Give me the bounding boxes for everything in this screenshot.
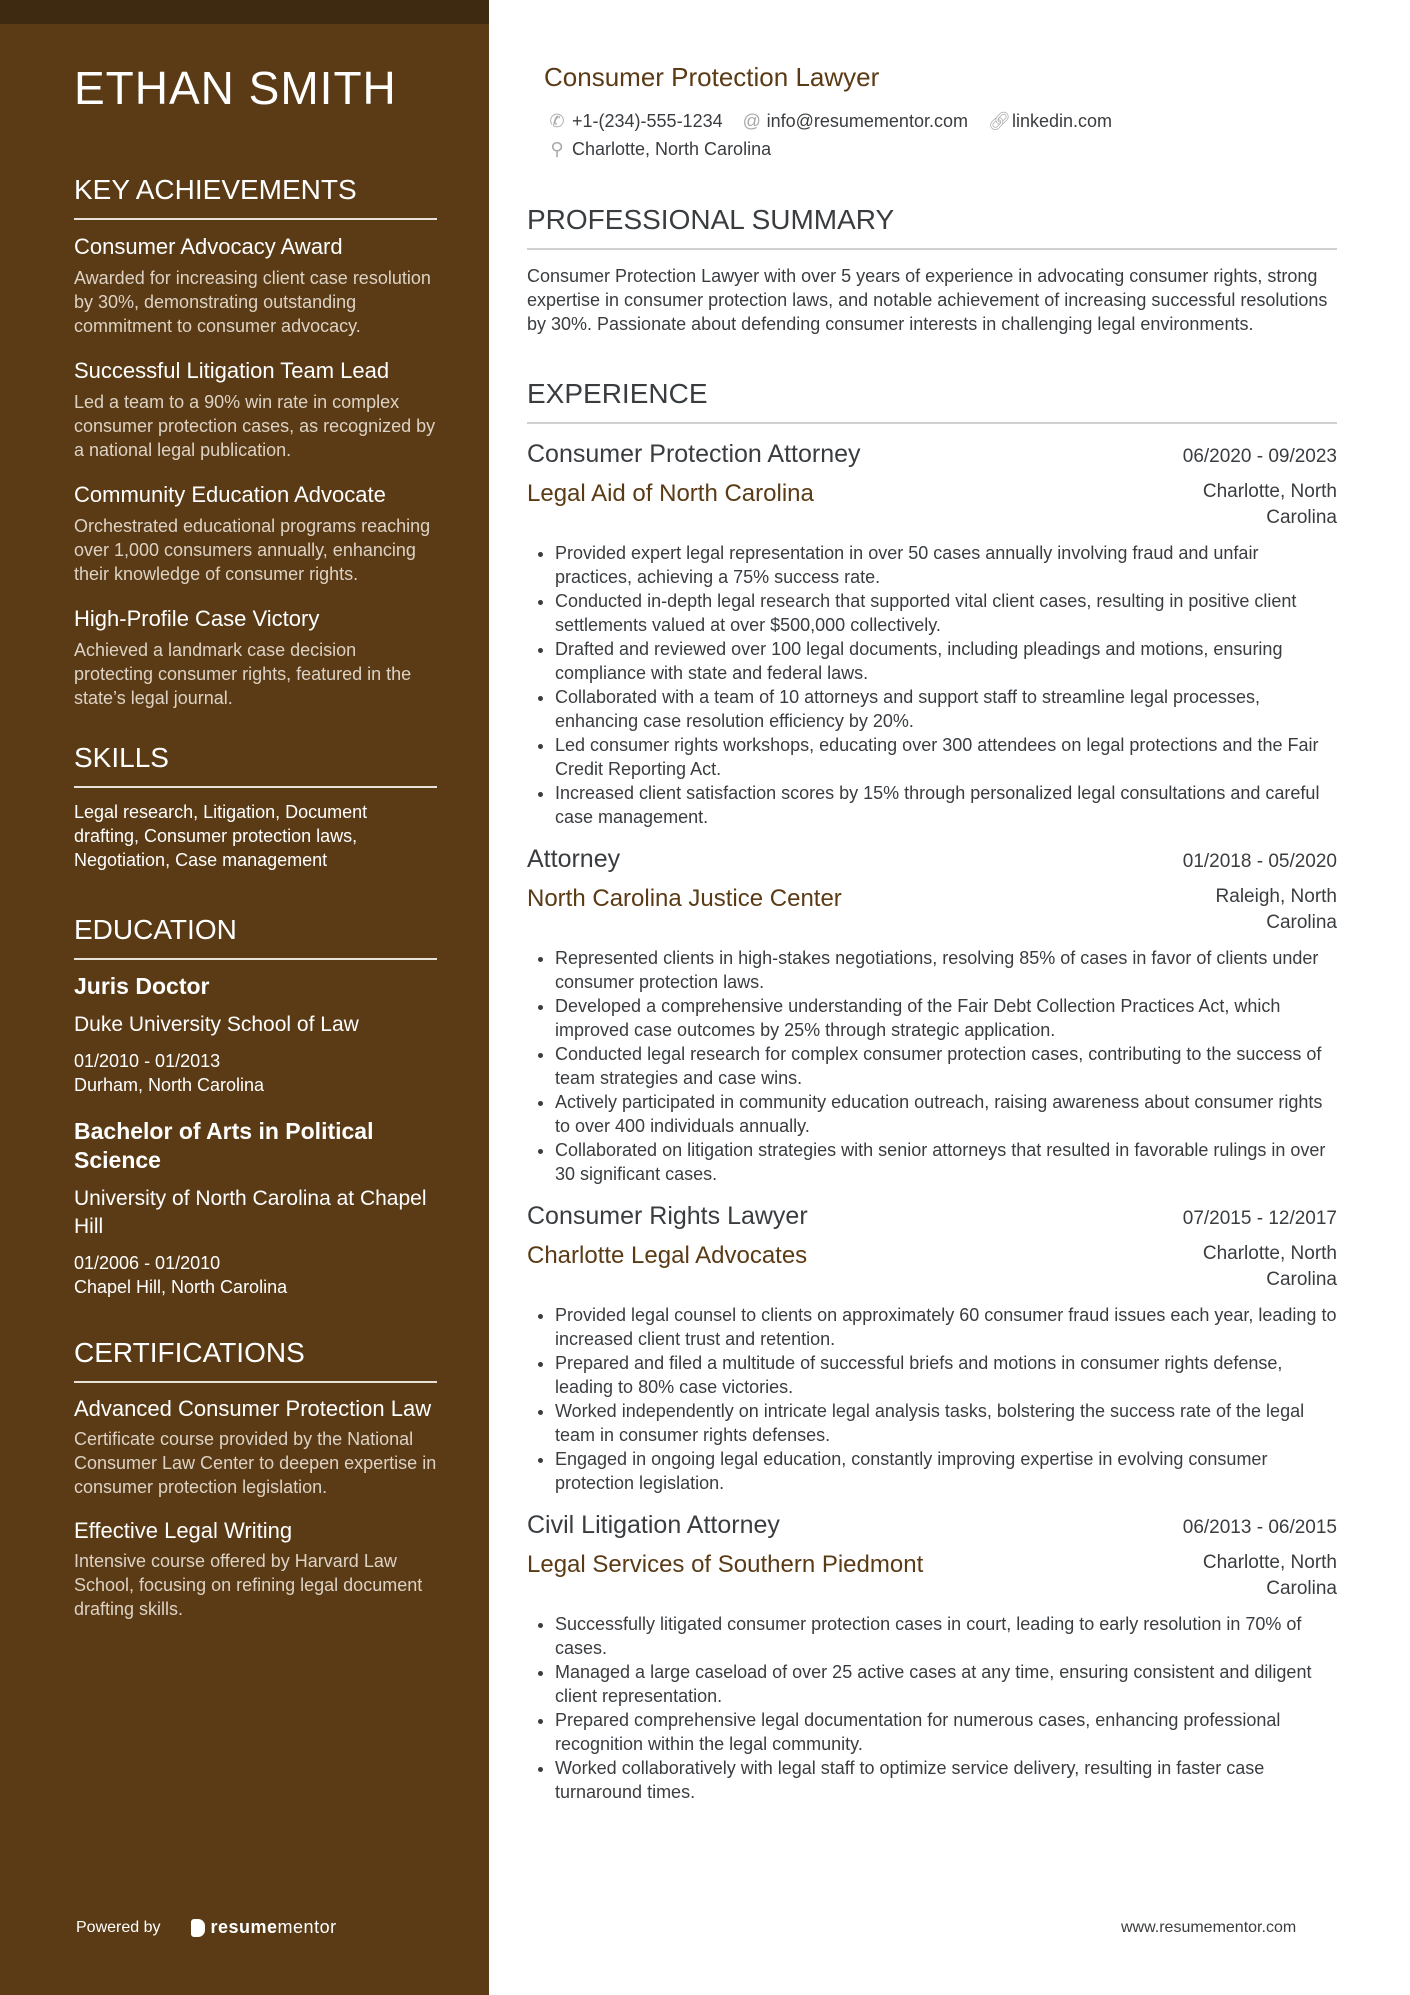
achievement-item [74, 232, 437, 338]
bullet-item: • Engaged in ongoing legal education, constantly improving expertise in evolving consumer protection legislation. [555, 1447, 1337, 1495]
achievement-desc: Achieved a landmark case decision protecting consumer rights, featured in the state’s legal journal. [74, 640, 412, 708]
job-role: Civil Litigation Attorney [527, 1511, 780, 1539]
job-company: Legal Services of Southern Piedmont [527, 1551, 924, 1578]
brand-light: mentor [277, 1917, 337, 1937]
job-role: Consumer Protection Attorney [527, 440, 861, 468]
footer-url[interactable]: www.resumementor.com [1121, 1919, 1297, 1936]
experience-section [527, 374, 1337, 1804]
achievement-title: Successful Litigation Team Lead [74, 358, 390, 383]
certification-desc: Certificate course provided by the National Consumer Law Center to deepen expertise in consumer protection legislation. [74, 1429, 437, 1497]
education-location: Chapel Hill, North Carolina [74, 1277, 288, 1297]
job-dates: 06/2020 - 09/2023 [1182, 446, 1337, 467]
education-degree: Bachelor of Arts in Political Science [74, 1118, 374, 1173]
experience-item [527, 1509, 1337, 1804]
bullet-item: • Drafted and reviewed over 100 legal documents, including pleadings and motions, ensuring compliance with state and federal laws. [555, 637, 1337, 685]
job-company: Legal Aid of North Carolina [527, 480, 814, 507]
education-degree: Juris Doctor [74, 973, 210, 999]
powered-by [76, 1917, 337, 1938]
education-meta [74, 1251, 437, 1299]
skills-heading: SKILLS [74, 738, 437, 788]
bullet-item: • Worked collaboratively with legal staff to optimize service delivery, resulting in faster case turnaround times. [555, 1756, 1337, 1804]
certification-title: Advanced Consumer Protection Law [74, 1396, 432, 1421]
link-icon: 🔗︎ [987, 111, 1011, 131]
sidebar [0, 0, 489, 1995]
bullet-item: • Provided expert legal representation in over 50 cases annually involving fraud and unfair practices, achieving a 75% success rate. [555, 541, 1337, 589]
linkedin-contact[interactable] [988, 108, 1112, 134]
education-location: Durham, North Carolina [74, 1075, 265, 1095]
powered-by-label: Powered by [76, 1918, 161, 1936]
achievement-desc: Awarded for increasing client case resolution by 30%, demonstrating outstanding commitment to consumer advocacy. [74, 268, 431, 336]
resumementor-logo-icon [191, 1919, 205, 1937]
job-dates: 07/2015 - 12/2017 [1182, 1208, 1337, 1229]
bullet-item: • Collaborated on litigation strategies with senior attorneys that resulted in favorable rulings in over 30 significant cases. [555, 1138, 1337, 1186]
phone-text: +1-(234)-555-1234 [572, 111, 723, 131]
job-bullets [527, 1612, 1337, 1804]
main-content [527, 60, 1337, 1818]
target-title: Consumer Protection Lawyer [544, 62, 880, 92]
education-item [74, 1117, 437, 1299]
skills-section [74, 738, 437, 872]
location-text: Charlotte, North Carolina [572, 139, 772, 159]
education-heading: EDUCATION [74, 910, 437, 960]
education-dates: 01/2006 - 01/2010 [74, 1253, 221, 1273]
education-dates: 01/2010 - 01/2013 [74, 1051, 221, 1071]
job-location: Charlotte, North Carolina [1202, 481, 1337, 528]
certification-item [74, 1517, 437, 1621]
certification-item [74, 1395, 437, 1499]
job-company: North Carolina Justice Center [527, 885, 842, 912]
bullet-item: • Prepared comprehensive legal documentation for numerous cases, enhancing professional recognition within the legal community. [555, 1708, 1337, 1756]
location-row [548, 136, 1337, 162]
email-text: info@resumementor.com [766, 111, 968, 131]
summary-section [527, 200, 1337, 336]
job-role: Consumer Rights Lawyer [527, 1202, 808, 1230]
contact-row [548, 108, 1337, 134]
bullet-item: • Conducted in-depth legal research that supported vital client cases, resulting in positive client settlements valued at over $500,000 collectively. [555, 589, 1337, 637]
certifications-section [74, 1333, 437, 1621]
bullet-item: • Actively participated in community education outreach, raising awareness about consumer rights to over 400 individuals annually. [555, 1090, 1337, 1138]
location-pin-icon: ⚲ [550, 139, 564, 159]
achievement-item [74, 356, 437, 462]
bullet-item: • Developed a comprehensive understanding of the Fair Debt Collection Practices Act, which improved case outcomes by 25% through strategic application. [555, 994, 1337, 1042]
certification-title: Effective Legal Writing [74, 1518, 293, 1543]
education-school: University of North Carolina at Chapel Hill [74, 1187, 427, 1238]
achievement-item [74, 604, 437, 710]
linkedin-text: linkedin.com [1011, 111, 1113, 131]
experience-item [527, 843, 1337, 1186]
summary-text: Consumer Protection Lawyer with over 5 years of experience in advocating consumer rights, strong expertise in consumer protection laws, and notable achievement of increasing successful resolutions by 30%. Passionate about defending consumer interests in challenging legal environments. [527, 266, 1328, 334]
achievement-title: High-Profile Case Victory [74, 606, 320, 631]
skills-list: Legal research, Litigation, Document drafting, Consumer protection laws, Negotiation, Case management [74, 802, 368, 870]
achievements-section [74, 170, 437, 710]
job-location: Charlotte, North Carolina [1202, 1243, 1337, 1290]
phone-contact[interactable] [548, 108, 723, 134]
bullet-item: • Represented clients in high-stakes negotiations, resolving 85% of cases in favor of clients under consumer protection laws. [555, 946, 1337, 994]
candidate-name: ETHAN SMITH [74, 62, 397, 114]
certifications-heading: CERTIFICATIONS [74, 1333, 437, 1383]
job-bullets [527, 946, 1337, 1186]
job-location: Raleigh, North Carolina [1215, 886, 1337, 933]
bullet-item: • Successfully litigated consumer protection cases in court, leading to early resolution in 70% of cases. [555, 1612, 1337, 1660]
certification-desc: Intensive course offered by Harvard Law School, focusing on refining legal document drafting skills. [74, 1551, 423, 1619]
experience-item [527, 438, 1337, 829]
job-dates: 01/2018 - 05/2020 [1182, 851, 1337, 872]
job-role: Attorney [527, 845, 621, 873]
achievement-item [74, 480, 437, 586]
phone-icon: ✆ [549, 111, 565, 131]
bullet-item: • Prepared and filed a multitude of successful briefs and motions in consumer rights defense, leading to 80% case victories. [555, 1351, 1337, 1399]
email-contact[interactable] [743, 108, 968, 134]
achievements-heading: KEY ACHIEVEMENTS [74, 170, 437, 220]
job-bullets [527, 1303, 1337, 1495]
achievement-desc: Orchestrated educational programs reaching over 1,000 consumers annually, enhancing their knowledge of consumer rights. [74, 516, 431, 584]
summary-heading: PROFESSIONAL SUMMARY [527, 200, 1337, 250]
achievement-desc: Led a team to a 90% win rate in complex consumer protection cases, as recognized by a national legal publication. [74, 392, 436, 460]
at-icon: @ [742, 111, 761, 131]
bullet-item: • Conducted legal research for complex consumer protection cases, contributing to the success of team strategies and case wins. [555, 1042, 1337, 1090]
education-meta [74, 1049, 437, 1097]
education-section [74, 910, 437, 1299]
bullet-item: • Increased client satisfaction scores by 15% through personalized legal consultations and careful case management. [555, 781, 1337, 829]
brand-bold: resume [210, 1917, 278, 1937]
job-company: Charlotte Legal Advocates [527, 1242, 808, 1269]
education-item [74, 972, 437, 1097]
education-school: Duke University School of Law [74, 1013, 359, 1036]
achievement-title: Community Education Advocate [74, 482, 386, 507]
bullet-item: • Provided legal counsel to clients on approximately 60 consumer fraud issues each year, leading to increased client trust and retention. [555, 1303, 1337, 1351]
achievement-title: Consumer Advocacy Award [74, 234, 343, 259]
experience-item [527, 1200, 1337, 1495]
resumementor-logo[interactable] [191, 1917, 337, 1938]
bullet-item: • Worked independently on intricate legal analysis tasks, bolstering the success rate of the legal team in consumer rights defenses. [555, 1399, 1337, 1447]
bullet-item: • Led consumer rights workshops, educating over 300 attendees on legal protections and the Fair Credit Reporting Act. [555, 733, 1337, 781]
job-location: Charlotte, North Carolina [1202, 1552, 1337, 1599]
bullet-item: • Collaborated with a team of 10 attorneys and support staff to streamline legal processes, enhancing case resolution efficiency by 20%. [555, 685, 1337, 733]
bullet-item: • Managed a large caseload of over 25 active cases at any time, ensuring consistent and diligent client representation. [555, 1660, 1337, 1708]
sidebar-top-band [0, 0, 489, 24]
experience-heading: EXPERIENCE [527, 374, 1337, 424]
job-bullets [527, 541, 1337, 829]
job-dates: 06/2013 - 06/2015 [1182, 1517, 1337, 1538]
location-contact [548, 136, 771, 162]
